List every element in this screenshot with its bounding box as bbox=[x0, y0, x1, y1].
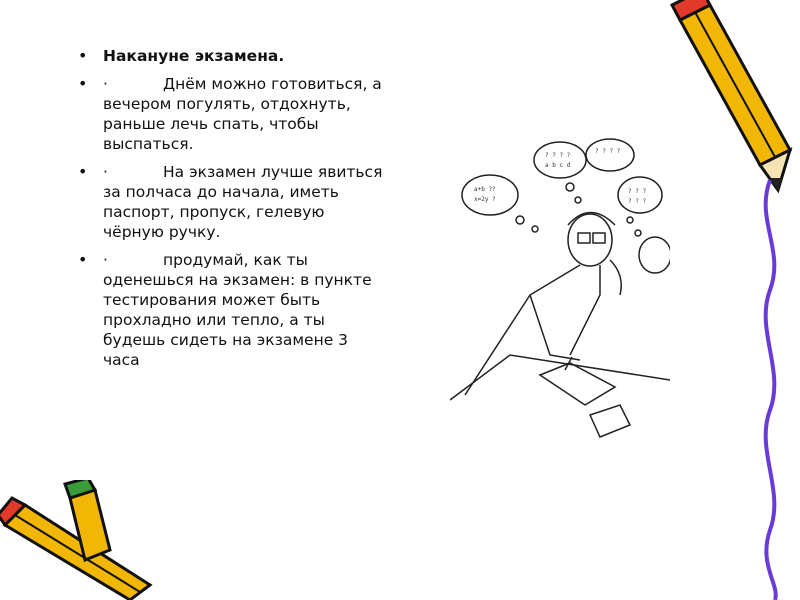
list-item bbox=[76, 74, 386, 154]
list-item bbox=[76, 162, 386, 242]
pencil-icon bbox=[0, 480, 190, 600]
svg-text:? ? ?: ? ? ? bbox=[628, 198, 647, 205]
bullet-text: продумай, как ты оденешься на экзамен: в пункте тестирования может быть прохладно или тепло, а ты будешь сидеть на экзамене 3 часа bbox=[103, 251, 372, 369]
sub-dot: · bbox=[103, 251, 108, 269]
svg-text:? ? ? ?: ? ? ? ? bbox=[595, 148, 621, 155]
sub-dot: · bbox=[103, 75, 108, 93]
decorative-wave-line bbox=[730, 180, 800, 600]
svg-text:a+b ??: a+b ?? bbox=[474, 186, 496, 193]
svg-text:x=2y ?: x=2y ? bbox=[474, 196, 496, 203]
bullet-text: Днём можно готовиться, а вечером погулять, отдохнуть, раньше лечь спать, чтобы выспаться. bbox=[103, 75, 382, 153]
svg-text:? ? ?: ? ? ? bbox=[628, 188, 647, 195]
bullet-list bbox=[76, 46, 386, 378]
thinking-student-icon bbox=[450, 125, 670, 445]
svg-text:a b c d: a b c d bbox=[545, 162, 571, 169]
sub-dot: · bbox=[103, 163, 108, 181]
bullet-text: На экзамен лучше явиться за полчаса до начала, иметь паспорт, пропуск, гелевую чёрную ручку. bbox=[103, 163, 383, 241]
bullet-heading: Накануне экзамена. bbox=[103, 47, 285, 65]
list-item bbox=[76, 46, 386, 66]
list-item bbox=[76, 250, 386, 370]
svg-text:? ? ? ?: ? ? ? ? bbox=[545, 152, 571, 159]
